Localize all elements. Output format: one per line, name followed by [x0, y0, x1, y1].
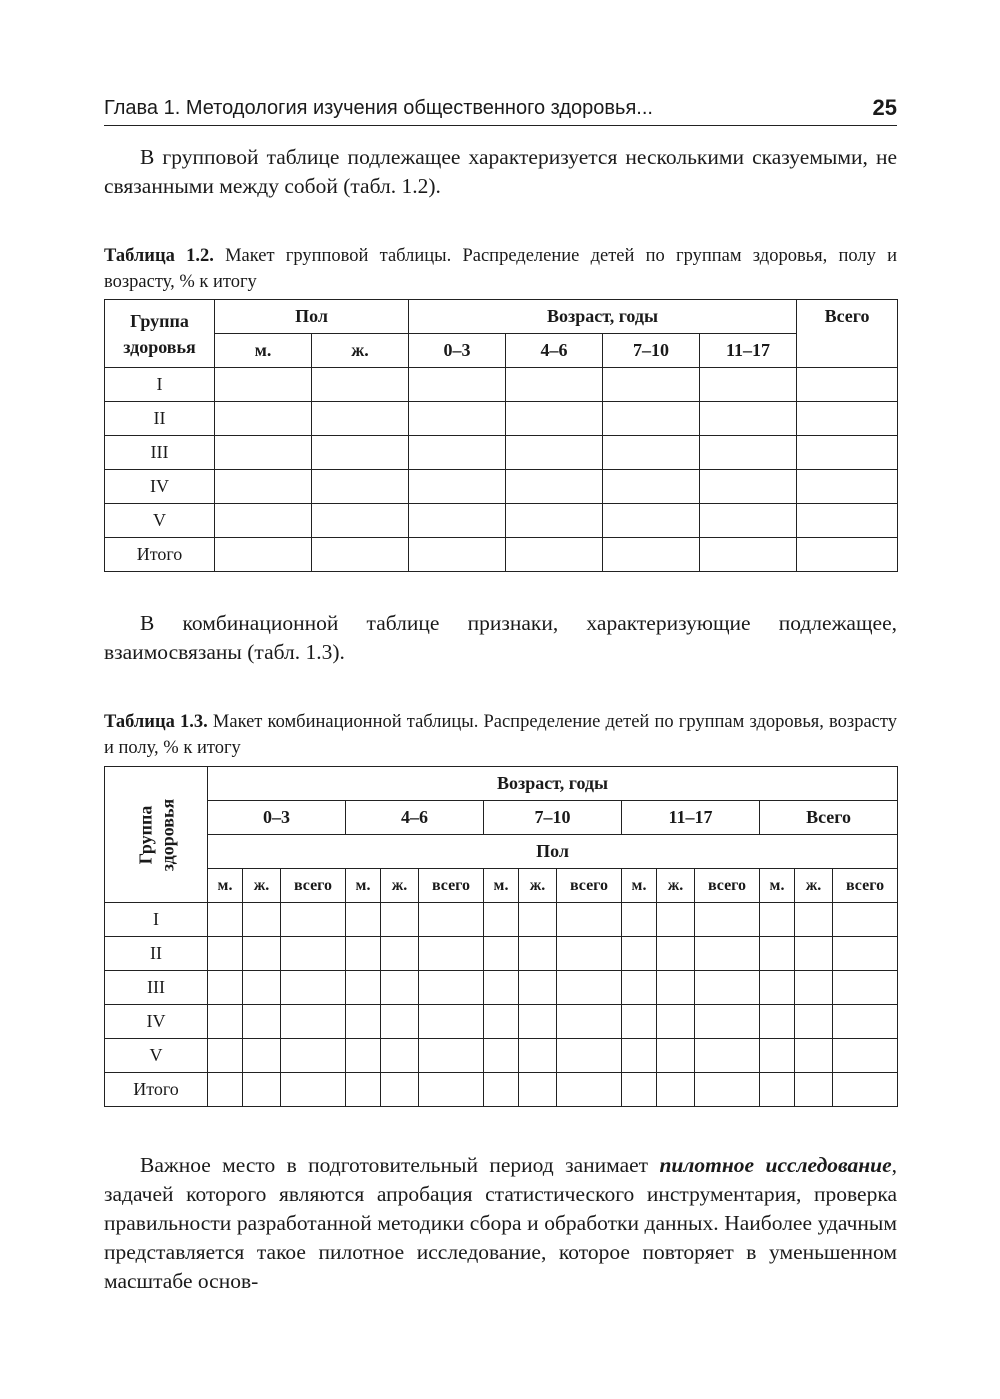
table-cell	[281, 1039, 346, 1073]
table-cell	[419, 1039, 484, 1073]
header-male: м.	[208, 869, 243, 903]
header-subtotal: всего	[695, 869, 760, 903]
table-1-3-caption	[104, 709, 897, 761]
header-title: Глава 1. Методология изучения общественного здоровья...	[104, 97, 653, 119]
table-cell	[795, 1005, 833, 1039]
table-cell	[695, 971, 760, 1005]
table-cell	[557, 1073, 622, 1107]
table-row	[105, 971, 898, 1005]
table-row	[105, 504, 898, 538]
table-1-2-caption	[104, 243, 897, 295]
table-1-3	[104, 766, 898, 1107]
header-male: м.	[346, 869, 381, 903]
table-cell	[795, 903, 833, 937]
row-label: III	[105, 436, 215, 470]
table-cell	[243, 937, 281, 971]
header-subtotal: всего	[281, 869, 346, 903]
table-cell	[657, 971, 695, 1005]
table-cell	[557, 1005, 622, 1039]
text-after: , задачей которого являются апробация статистического инструментария, проверка правильности разработанной методики сбора и обработки данных. Наиболее удачным представляется такое пилотное исследование, которое повторяет в уменьшенном масштабе основ-	[104, 1153, 898, 1293]
table-cell	[622, 1039, 657, 1073]
header-group-line1: Группа	[135, 805, 155, 864]
table-cell	[622, 971, 657, 1005]
row-label: II	[105, 937, 208, 971]
header-female: ж.	[312, 334, 409, 368]
table-cell	[419, 903, 484, 937]
header-female: ж.	[795, 869, 833, 903]
header-subtotal: всего	[419, 869, 484, 903]
table-row	[105, 368, 898, 402]
table-cell	[657, 1005, 695, 1039]
caption-text: Макет групповой таблицы. Распределение детей по группам здоровья, полу и возрасту, % к итогу	[104, 246, 897, 292]
header-age: Возраст, годы	[208, 767, 898, 801]
table-cell	[519, 971, 557, 1005]
table-cell	[381, 1005, 419, 1039]
header-age-7-10: 7–10	[484, 801, 622, 835]
header-sex: Пол	[208, 835, 898, 869]
table-cell	[795, 1073, 833, 1107]
table-cell	[833, 1005, 898, 1039]
table-cell	[243, 1073, 281, 1107]
table-cell	[484, 971, 519, 1005]
table-cell	[657, 1039, 695, 1073]
table-cell	[208, 971, 243, 1005]
table-cell	[281, 1073, 346, 1107]
header-age-11-17: 11–17	[700, 334, 797, 368]
table-cell	[833, 937, 898, 971]
table-cell	[695, 1073, 760, 1107]
table-cell	[622, 1073, 657, 1107]
table-cell	[208, 937, 243, 971]
header-group-vertical	[105, 767, 208, 903]
table-row	[105, 538, 898, 572]
table-row	[105, 1005, 898, 1039]
table-cell	[346, 1005, 381, 1039]
header-group: Группа здоровья	[105, 300, 215, 368]
row-label: I	[105, 368, 215, 402]
table-row	[105, 402, 898, 436]
table-cell	[419, 937, 484, 971]
header-age: Возраст, годы	[409, 300, 797, 334]
table-cell	[695, 1039, 760, 1073]
caption-text: Макет комбинационной таблицы. Распределение детей по группам здоровья, возрасту и полу, % к итогу	[104, 712, 897, 758]
table-cell	[657, 937, 695, 971]
table-cell	[243, 1005, 281, 1039]
table-cell	[795, 971, 833, 1005]
row-label: II	[105, 402, 215, 436]
header-total: Всего	[797, 300, 898, 368]
table-cell	[833, 1073, 898, 1107]
table-cell	[557, 903, 622, 937]
header-female: ж.	[657, 869, 695, 903]
table-cell	[381, 903, 419, 937]
table-cell	[519, 1005, 557, 1039]
table-cell	[519, 937, 557, 971]
table-cell	[346, 903, 381, 937]
row-label: Итого	[105, 1073, 208, 1107]
table-cell	[833, 1039, 898, 1073]
table-cell	[419, 1073, 484, 1107]
table-row	[105, 1039, 898, 1073]
table-cell	[346, 937, 381, 971]
running-header	[104, 93, 897, 126]
table-cell	[208, 903, 243, 937]
paragraph-pilot-study	[104, 1151, 897, 1296]
table-cell	[622, 937, 657, 971]
table-cell	[622, 903, 657, 937]
table-cell	[346, 971, 381, 1005]
text-before: Важное место в подготовительный период занимает	[140, 1153, 660, 1177]
table-cell	[419, 1005, 484, 1039]
table-row	[105, 937, 898, 971]
row-label: III	[105, 971, 208, 1005]
header-age-4-6: 4–6	[346, 801, 484, 835]
row-label: V	[105, 504, 215, 538]
row-label: V	[105, 1039, 208, 1073]
table-cell	[346, 1073, 381, 1107]
table-cell	[695, 937, 760, 971]
table-cell	[557, 1039, 622, 1073]
header-female: ж.	[243, 869, 281, 903]
table-cell	[519, 1039, 557, 1073]
table-cell	[243, 903, 281, 937]
page-number: 25	[872, 95, 897, 120]
table-cell	[208, 1039, 243, 1073]
table-cell	[208, 1073, 243, 1107]
paragraph-group-table: В групповой таблице подлежащее характеризуется несколькими сказуемыми, не связанными между собой (табл. 1.2).	[104, 145, 897, 198]
table-cell	[519, 903, 557, 937]
header-female: ж.	[519, 869, 557, 903]
table-cell	[243, 971, 281, 1005]
row-label: IV	[105, 1005, 208, 1039]
table-cell	[484, 1005, 519, 1039]
emphasis-term: пилотное исследование	[659, 1153, 892, 1177]
header-subtotal: всего	[833, 869, 898, 903]
header-age-0-3: 0–3	[409, 334, 506, 368]
header-male: м.	[760, 869, 795, 903]
table-cell	[381, 1039, 419, 1073]
table-cell	[760, 903, 795, 937]
header-sex: Пол	[215, 300, 409, 334]
table-cell	[622, 1005, 657, 1039]
table-row	[105, 470, 898, 504]
table-cell	[657, 1073, 695, 1107]
table-cell	[833, 903, 898, 937]
table-row	[105, 436, 898, 470]
table-cell	[833, 971, 898, 1005]
header-group-line2: здоровья	[157, 798, 177, 871]
row-label: I	[105, 903, 208, 937]
table-cell	[760, 1073, 795, 1107]
table-cell	[243, 1039, 281, 1073]
table-cell	[281, 903, 346, 937]
header-age-0-3: 0–3	[208, 801, 346, 835]
table-cell	[419, 971, 484, 1005]
table-cell	[484, 1073, 519, 1107]
table-cell	[346, 1039, 381, 1073]
table-cell	[281, 971, 346, 1005]
table-cell	[795, 1039, 833, 1073]
paragraph-combination-table: В комбинационной таблице признаки, характеризующие подлежащее, взаимосвязаны (табл. 1.3).	[104, 611, 897, 664]
header-age-11-17: 11–17	[622, 801, 760, 835]
table-cell	[695, 903, 760, 937]
table-cell	[695, 1005, 760, 1039]
table-cell	[557, 971, 622, 1005]
table-cell	[760, 971, 795, 1005]
header-age-total: Всего	[760, 801, 898, 835]
table-cell	[760, 1039, 795, 1073]
table-cell	[208, 1005, 243, 1039]
table-cell	[795, 937, 833, 971]
table-cell	[519, 1073, 557, 1107]
table-cell	[657, 903, 695, 937]
table-cell	[484, 937, 519, 971]
header-male: м.	[215, 334, 312, 368]
table-cell	[484, 903, 519, 937]
row-label: IV	[105, 470, 215, 504]
table-row	[105, 903, 898, 937]
header-subtotal: всего	[557, 869, 622, 903]
caption-label: Таблица 1.2.	[104, 246, 214, 266]
table-row	[105, 1073, 898, 1107]
table-cell	[760, 1005, 795, 1039]
row-label: Итого	[105, 538, 215, 572]
header-female: ж.	[381, 869, 419, 903]
table-cell	[381, 937, 419, 971]
table-cell	[484, 1039, 519, 1073]
table-cell	[281, 1005, 346, 1039]
table-cell	[381, 1073, 419, 1107]
header-age-7-10: 7–10	[603, 334, 700, 368]
table-cell	[281, 937, 346, 971]
table-cell	[381, 971, 419, 1005]
table-cell	[557, 937, 622, 971]
table-cell	[760, 937, 795, 971]
header-male: м.	[622, 869, 657, 903]
header-age-4-6: 4–6	[506, 334, 603, 368]
header-male: м.	[484, 869, 519, 903]
caption-label: Таблица 1.3.	[104, 712, 208, 732]
table-1-2	[104, 299, 898, 572]
